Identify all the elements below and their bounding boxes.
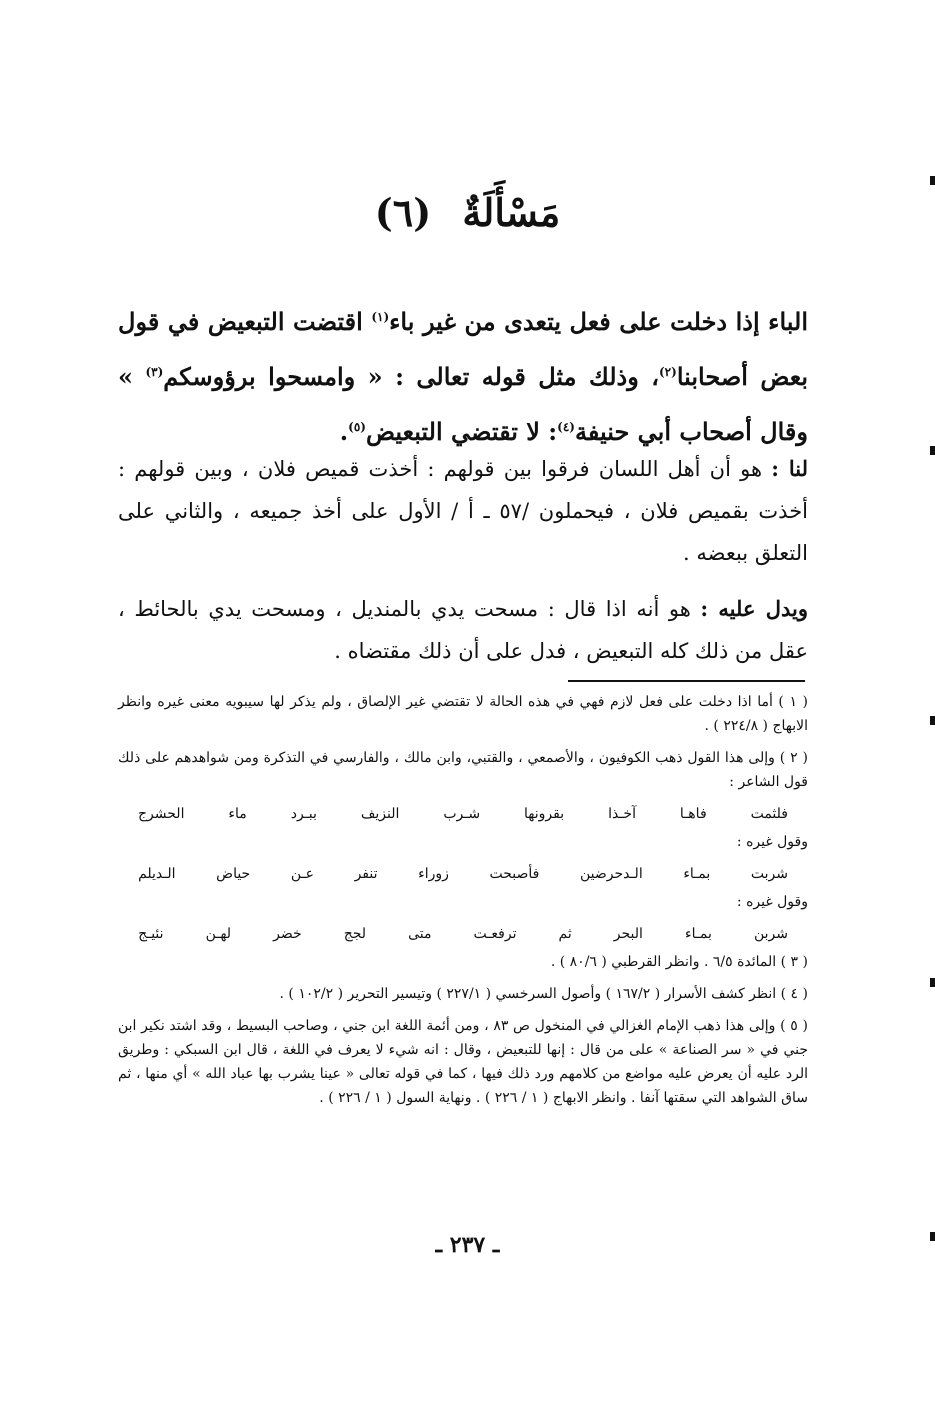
verse-word: لهـن <box>205 926 232 942</box>
poem-intro-2: وقول غيره : <box>736 834 808 850</box>
p1-text-3: ، وذلك مثل قوله تعالى : « وامسحوا برؤوسكم <box>163 362 659 391</box>
verse-word: شربت <box>750 866 788 882</box>
p1-text-1: الباء إذا دخلت على فعل يتعدى من غير باء <box>389 307 808 336</box>
p1-text-4: » وقال أصحاب أبي حنيفة <box>118 362 808 446</box>
verse-word: لجج <box>343 926 367 942</box>
verse-word: شـرب <box>443 806 481 822</box>
verse-word: بمـاء <box>684 926 712 942</box>
verse-word: متى <box>408 926 432 942</box>
paragraph-2 <box>118 448 808 574</box>
verse-word: نئيـج <box>138 926 164 942</box>
footnote-ref-1: (١) <box>371 310 390 324</box>
footnote-3: ( ٣ ) المائدة ٦/٥ . وانظر القرطبي ( ٨٠/٦ ) . <box>550 954 808 970</box>
verse-word: زوراء <box>418 866 449 882</box>
verse-word: الـدحرضين <box>579 866 643 882</box>
scan-edge-mark <box>930 446 935 455</box>
scan-edge-mark <box>930 978 935 987</box>
verse-word: بمـاء <box>683 866 711 882</box>
verse-word: ترفعـت <box>473 926 517 942</box>
heading-title: مَسْأَلَةٌ <box>462 190 561 235</box>
verse-word: حياض <box>216 866 251 882</box>
p1-text-5: : لا تقتضي التبعيض <box>365 417 558 446</box>
verse-word: ماء <box>228 806 247 822</box>
poem-verse-1 <box>118 802 808 826</box>
footnote-divider <box>568 680 805 682</box>
verse-word: الحشرج <box>138 806 185 822</box>
p2-lead: لنا : <box>771 456 808 481</box>
page-number: ـ ٢٣٧ ـ <box>435 1232 500 1258</box>
footnote-ref-4: (٤) <box>557 420 575 434</box>
heading-number: (٦) <box>374 190 432 235</box>
verse-word: عـن <box>290 866 314 882</box>
footnote-ref-5: (٥) <box>348 420 366 434</box>
scan-edge-mark <box>930 716 935 725</box>
section-heading <box>0 190 935 235</box>
p2-text: هو أن أهل اللسان فرقوا بين قولهم : أخذت قميص فلان ، وبين قولهم : أخذت بقميص فلان ، فيحملون /٥٧ ـ أ / الأول على أخذ جميعه ، والثاني على التعلق ببعضه . <box>118 457 809 565</box>
footnotes <box>118 690 808 1118</box>
p3-lead: ويدل عليه : <box>700 596 809 621</box>
scan-edge-mark <box>930 1232 935 1241</box>
p1-text-2: اقتضت التبعيض في قول بعض أصحابنا <box>118 307 809 391</box>
footnote-5: ( ٥ ) وإلى هذا ذهب الإمام الغزالي في المنخول ص ٨٣ ، ومن أئمة اللغة ابن جني ، وصاحب البسيط ، وقد اشتد نكير ابن جني في « سر الصناعة » على من قال : إنها للتبعيض ، وقال : انه شيء لا يعرف في اللغة ، قال ابن السبكي : وطريق الرد عليه أن يعرض عليه مواضع من كلامهم ورد ذلك فيها ، كما في قوله تعالى « عينا يشرب بها عباد الله » أي منها ، ثم ساق الشواهد التي سقتها آنفا . وانظر الابهاج ( ١ / ٢٢٦ ) . ونهاية السول ( ١ / ٢٢٦ ) . <box>118 1018 808 1106</box>
footnote-1: ( ١ ) أما اذا دخلت على فعل لازم فهي في هذه الحالة لا تقتضي غير الإلصاق ، ولم يذكر لها سيبويه معنى غيره وانظر الابهاج ( ٢٢٤/٨ ) . <box>118 694 808 734</box>
verse-word: فلثمت <box>750 806 788 822</box>
verse-word: فاهـا <box>679 806 707 822</box>
verse-word: ببـرد <box>290 806 317 822</box>
verse-word: بقرونها <box>524 806 565 822</box>
p3-text: هو أنه اذا قال : مسحت يدي بالمنديل ، ومسحت يدي بالحائط ، عقل من ذلك كله التبعيض ، فدل على أن ذلك مقتضاه . <box>118 597 808 663</box>
footnote-ref-3: (٣) <box>145 365 164 379</box>
verse-word: الـديلم <box>138 866 176 882</box>
verse-word: آخـذا <box>608 806 636 822</box>
poem-verse-2 <box>118 862 808 886</box>
footnote-4: ( ٤ ) انظر كشف الأسرار ( ١٦٧/٢ ) وأصول السرخسي ( ٢٢٧/١ ) وتيسير التحرير ( ١٠٢/٢ ) . <box>279 986 808 1002</box>
footnote-2: ( ٢ ) وإلى هذا القول ذهب الكوفيون ، والأصمعي ، والقتبي، وابن مالك ، والفارسي في التذكرة ومن شواهدهم على ذلك قول الشاعر : <box>118 750 808 790</box>
verse-word: تنفر <box>354 866 378 882</box>
paragraph-3 <box>118 588 808 672</box>
verse-word: شربن <box>753 926 788 942</box>
verse-word: البحر <box>613 926 643 942</box>
footnote-ref-2: (٢) <box>658 365 677 379</box>
verse-word: النزيف <box>360 806 400 822</box>
p1-text-6: . <box>339 417 349 446</box>
paragraph-1 <box>118 292 808 457</box>
verse-word: ثم <box>558 926 572 942</box>
poem-intro-3: وقول غيره : <box>736 894 808 910</box>
poem-verse-3 <box>118 922 808 946</box>
verse-word: خضر <box>273 926 302 942</box>
verse-word: فأصبحت <box>489 866 540 882</box>
scan-edge-mark <box>930 176 935 185</box>
